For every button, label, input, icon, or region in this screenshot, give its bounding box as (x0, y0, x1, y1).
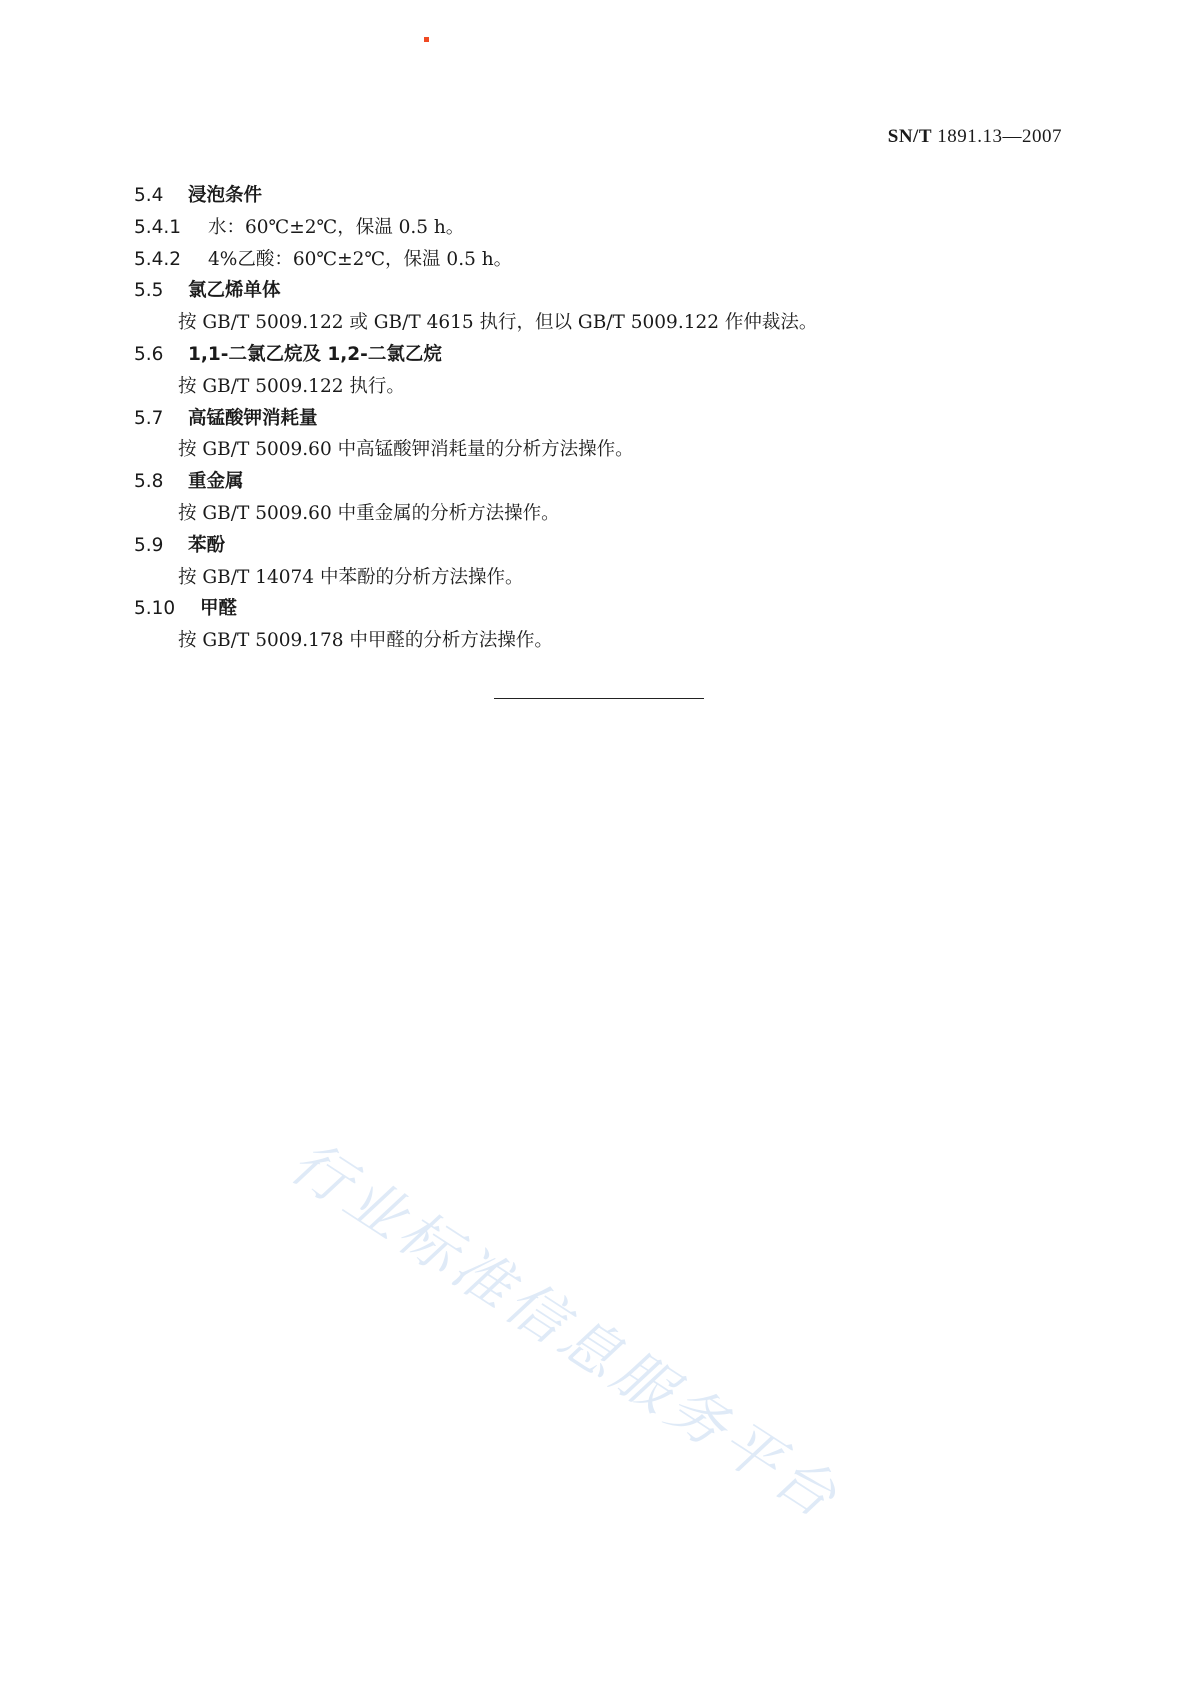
section-heading (134, 403, 1064, 435)
section-number: 5.5 (134, 280, 164, 302)
document-code-prefix: SN/T (887, 126, 932, 147)
subsection-number: 5.4.1 (134, 216, 182, 238)
paragraph: 按 GB/T 5009.60 中高锰酸钾消耗量的分析方法操作。 (178, 439, 634, 461)
section-number: 5.10 (134, 598, 176, 620)
subsection-number: 5.4.2 (134, 248, 182, 270)
section-title: 高锰酸钾消耗量 (188, 407, 318, 429)
paragraph: 按 GB/T 5009.60 中重金属的分析方法操作。 (178, 502, 560, 524)
section-title: 1,1-二氯乙烷及 1,2-二氯乙烷 (188, 343, 442, 365)
paragraph: 按 GB/T 5009.178 中甲醛的分析方法操作。 (178, 630, 553, 652)
section-heading (134, 275, 1064, 307)
paragraph: 按 GB/T 5009.122 或 GB/T 4615 执行，但以 GB/T 5009.122 作仲裁法。 (178, 312, 818, 334)
subsection-line (134, 244, 1064, 276)
subsection-text: 水：60℃±2℃，保温 0.5 h。 (208, 216, 465, 238)
document-code-number: 1891.13—2007 (937, 126, 1062, 147)
section-number: 5.4 (134, 185, 164, 206)
section-title: 苯酚 (188, 534, 226, 556)
section-heading (134, 466, 1064, 498)
section-number: 5.6 (134, 343, 164, 365)
paragraph: 按 GB/T 14074 中苯酚的分析方法操作。 (178, 566, 524, 588)
section-title: 氯乙烯单体 (188, 280, 281, 302)
subsection-text: 4%乙酸：60℃±2℃，保温 0.5 h。 (208, 248, 513, 270)
section-number: 5.8 (134, 471, 164, 493)
subsection-line (134, 212, 1064, 244)
corner-mark (424, 37, 429, 42)
end-rule (494, 698, 704, 699)
section-title: 重金属 (188, 471, 244, 493)
watermark: 行业标准信息服务平台 (278, 1127, 853, 1534)
document-code (888, 126, 1062, 148)
section-heading (134, 593, 1064, 625)
section-number: 5.9 (134, 534, 164, 556)
section-title: 浸泡条件 (188, 185, 263, 206)
paragraph: 按 GB/T 5009.122 执行。 (178, 375, 405, 397)
section-heading (134, 180, 1064, 212)
section-heading (134, 530, 1064, 562)
section-heading (134, 339, 1064, 371)
section-title: 甲醛 (200, 598, 238, 620)
section-number: 5.7 (134, 407, 164, 429)
document-body (134, 180, 1064, 657)
